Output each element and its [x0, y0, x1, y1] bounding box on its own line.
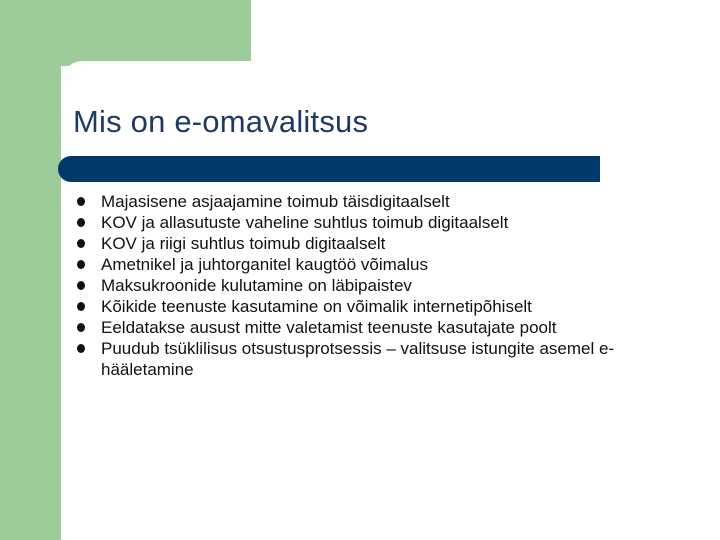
bullet-dot-icon: [77, 197, 85, 206]
bullet-text: Maksukroonide kulutamine on läbipaistev: [101, 276, 412, 295]
decorative-green-band-left: [0, 0, 61, 540]
bullet-item: [76, 191, 676, 212]
bullet-text: KOV ja allasutuste vaheline suhtlus toimub digitaalselt: [101, 213, 509, 232]
bullet-item: [76, 233, 676, 254]
bullet-dot-icon: [77, 218, 85, 227]
title-underline-bar: [58, 156, 600, 182]
bullet-text: Ametnikel ja juhtorganitel kaugtöö võimalus: [101, 255, 428, 274]
bullet-text: Kõikide teenuste kasutamine on võimalik internetipõhiselt: [101, 297, 532, 316]
bullet-text: Majasisene asjaajamine toimub täisdigitaalselt: [101, 192, 450, 211]
bullet-dot-icon: [77, 239, 85, 248]
bullet-item: [76, 275, 676, 296]
bullet-dot-icon: [77, 281, 85, 290]
content-area-top: [80, 61, 720, 71]
bullet-text: Eeldatakse ausust mitte valetamist teenuste kasutajate poolt: [101, 318, 557, 337]
bullet-dot-icon: [77, 260, 85, 269]
bullet-list: [76, 191, 676, 380]
bullet-item: [76, 317, 676, 338]
bullet-item: [76, 254, 676, 275]
bullet-text: KOV ja riigi suhtlus toimub digitaalselt: [101, 234, 386, 253]
bullet-item: [76, 212, 676, 233]
bullet-dot-icon: [77, 323, 85, 332]
slide-title: Mis on e-omavalitsus: [73, 104, 369, 139]
bullet-dot-icon: [77, 302, 85, 311]
bullet-dot-icon: [77, 344, 85, 353]
bullet-item: [76, 338, 676, 380]
bullet-item: [76, 296, 676, 317]
bullet-text: Puudub tsüklilisus otsustusprotsessis – valitsuse istungite asemel e-hääletamine: [101, 339, 615, 379]
